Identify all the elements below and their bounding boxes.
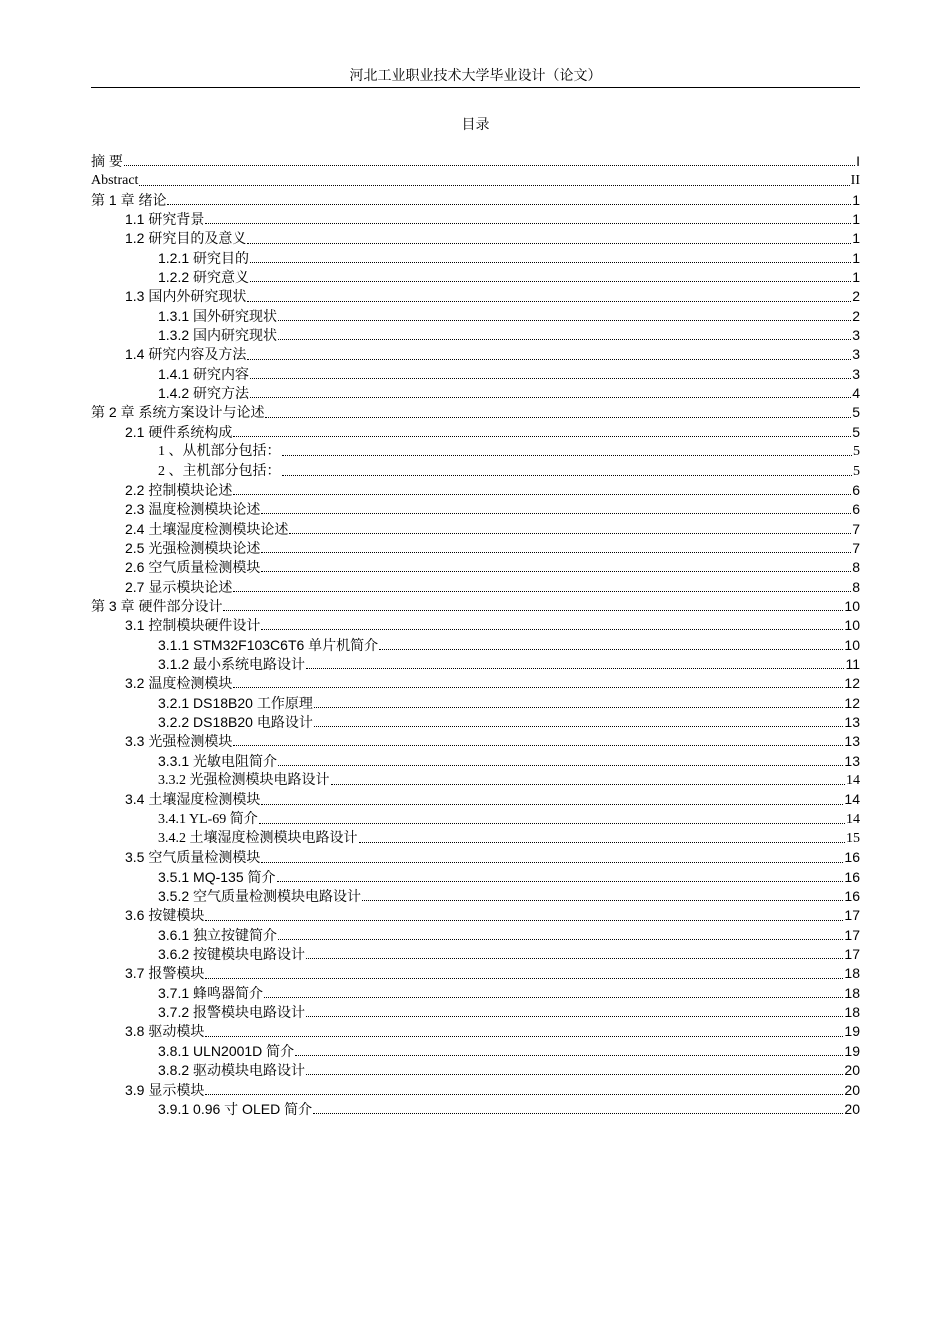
toc-entry[interactable]	[91, 210, 860, 229]
toc-entry-label: 3.7.1 蜂鸣器简介	[158, 984, 264, 1001]
toc-dot-leader	[250, 378, 851, 379]
toc-entry-page-number: 14	[846, 773, 860, 788]
toc-entry-label: 3.1.2 最小系统电路设计	[158, 655, 306, 672]
toc-dot-leader	[205, 1094, 843, 1095]
toc-entry-label: 3.5.1 MQ-135 简介	[158, 868, 276, 885]
toc-entry-label: 3.4.2 土壤湿度检测模块电路设计	[158, 831, 358, 847]
toc-entry[interactable]	[91, 616, 860, 635]
toc-entry-page-number: 11	[845, 655, 860, 672]
toc-entry-label: 第 2 章 系统方案设计与论述	[91, 404, 265, 421]
toc-entry-label: 2.3 温度检测模块论述	[125, 501, 261, 518]
toc-entry[interactable]	[91, 403, 860, 422]
toc-entry[interactable]	[91, 829, 860, 848]
toc-entry-label: 3.1.1 STM32F103C6T6 单片机简介	[158, 636, 379, 653]
toc-entry-label: 3.8 驱动模块	[125, 1023, 205, 1040]
toc-entry-page-number: 13	[844, 713, 860, 730]
toc-entry-label: 3.8.2 驱动模块电路设计	[158, 1062, 306, 1079]
toc-entry-page-number: 17	[844, 926, 860, 943]
toc-entry-label: 1.1 研究背景	[125, 211, 205, 228]
toc-entry-label: 1.3 国内外研究现状	[125, 288, 247, 305]
toc-entry[interactable]	[91, 171, 860, 190]
toc-entry[interactable]	[91, 326, 860, 345]
toc-entry[interactable]	[91, 694, 860, 713]
toc-entry-page-number: 16	[844, 888, 860, 905]
toc-entry-page-number: 3	[852, 327, 860, 344]
toc-entry-label: 3.9 显示模块	[125, 1081, 205, 1098]
toc-entry-page-number: 5	[852, 404, 860, 421]
toc-entry-label: 3.7.2 报警模块电路设计	[158, 1004, 306, 1021]
toc-entry-label: 第 1 章 绪论	[91, 191, 167, 208]
toc-dot-leader	[289, 533, 851, 534]
toc-entry-label: 3.3.1 光敏电阻简介	[158, 752, 278, 769]
toc-dot-leader	[261, 629, 843, 630]
toc-entry[interactable]	[91, 191, 860, 210]
toc-dot-leader	[250, 262, 851, 263]
toc-entry[interactable]	[91, 152, 860, 171]
toc-dot-leader	[124, 165, 855, 166]
toc-entry[interactable]	[91, 268, 860, 287]
toc-entry[interactable]	[91, 926, 860, 945]
page-header: 河北工业职业技术大学毕业设计（论文）	[349, 68, 602, 84]
toc-entry-page-number: 16	[844, 868, 860, 885]
toc-entry[interactable]	[91, 810, 860, 829]
toc-entry[interactable]	[91, 868, 860, 887]
toc-dot-leader	[259, 823, 845, 824]
toc-entry[interactable]	[91, 384, 860, 403]
toc-dot-leader	[167, 204, 851, 205]
toc-entry[interactable]	[91, 307, 860, 326]
toc-dot-leader	[233, 436, 851, 437]
toc-entry-label: 3.8.1 ULN2001D 简介	[158, 1042, 295, 1059]
toc-entry-page-number: 3	[852, 365, 860, 382]
toc-entry[interactable]	[91, 636, 860, 655]
toc-entry-page-number: 19	[844, 1042, 860, 1059]
toc-dot-leader	[264, 997, 843, 998]
toc-entry-label: 2.6 空气质量检测模块	[125, 559, 261, 576]
toc-entry-page-number: 10	[844, 597, 860, 614]
toc-entry-page-number: 4	[852, 385, 860, 402]
toc-dot-leader	[250, 397, 851, 398]
toc-entry[interactable]	[91, 1022, 860, 1041]
toc-entry-label: 摘 要	[91, 153, 123, 169]
toc-dot-leader	[247, 301, 851, 302]
toc-entry-page-number: 19	[844, 1023, 860, 1040]
toc-entry[interactable]	[91, 365, 860, 384]
toc-entry[interactable]	[91, 674, 860, 693]
toc-entry[interactable]	[91, 423, 860, 442]
toc-entry-label: 2.2 控制模块论述	[125, 481, 233, 498]
toc-entry-page-number: II	[850, 173, 860, 189]
toc-dot-leader	[261, 804, 843, 805]
toc-entry-page-number: 7	[852, 520, 860, 537]
toc-entry[interactable]	[91, 520, 860, 539]
toc-dot-leader	[379, 649, 843, 650]
toc-dot-leader	[233, 591, 851, 592]
toc-entry[interactable]	[91, 539, 860, 558]
toc-dot-leader	[139, 185, 849, 186]
toc-entry-page-number: 3	[852, 346, 860, 363]
toc-entry[interactable]	[91, 964, 860, 983]
toc-entry-page-number: 18	[844, 984, 860, 1001]
toc-entry[interactable]	[91, 481, 860, 500]
toc-entry-page-number: 6	[852, 501, 860, 518]
toc-entry-page-number: 17	[844, 907, 860, 924]
toc-dot-leader	[261, 552, 851, 553]
toc-entry-page-number: 8	[852, 578, 860, 595]
toc-entry-page-number: 2	[852, 307, 860, 324]
toc-entry[interactable]	[91, 771, 860, 790]
toc-entry[interactable]	[91, 1061, 860, 1080]
toc-entry-page-number: 20	[844, 1081, 860, 1098]
toc-entry[interactable]	[91, 287, 860, 306]
toc-dot-leader	[278, 939, 843, 940]
toc-entry[interactable]	[91, 1081, 860, 1100]
toc-entry-label: 第 3 章 硬件部分设计	[91, 597, 223, 614]
toc-dot-leader	[314, 726, 844, 727]
toc-entry-label: 3.1 控制模块硬件设计	[125, 617, 261, 634]
toc-entry-page-number: 1	[852, 230, 860, 247]
toc-entry-page-number: 13	[844, 752, 860, 769]
toc-entry-label: 1.2.1 研究目的	[158, 249, 250, 266]
toc-entry-label: 3.6 按键模块	[125, 907, 205, 924]
table-of-contents	[91, 152, 860, 1119]
toc-dot-leader	[282, 455, 853, 456]
toc-dot-leader	[282, 475, 853, 476]
toc-entry-label: 1.4 研究内容及方法	[125, 346, 247, 363]
toc-entry[interactable]	[91, 558, 860, 577]
toc-entry-page-number: 6	[852, 481, 860, 498]
toc-entry-page-number: 16	[844, 849, 860, 866]
toc-dot-leader	[223, 610, 843, 611]
toc-entry-page-number: 1	[852, 211, 860, 228]
toc-entry-label: 3.3.2 光强检测模块电路设计	[158, 773, 330, 788]
toc-dot-leader	[306, 668, 844, 669]
toc-entry-page-number: 20	[844, 1062, 860, 1079]
toc-entry-label: 3.3 光强检测模块	[125, 733, 233, 750]
toc-entry-page-number: 5	[852, 423, 860, 440]
toc-dot-leader	[205, 1036, 843, 1037]
header-rule	[91, 87, 860, 88]
toc-entry-page-number: I	[856, 153, 860, 169]
toc-dot-leader	[233, 687, 843, 688]
toc-entry-label: 1.3.1 国外研究现状	[158, 307, 278, 324]
toc-dot-leader	[313, 1113, 843, 1114]
toc-entry-label: 3.9.1 0.96 寸 OLED 简介	[158, 1100, 313, 1117]
toc-entry-label: 3.6.1 独立按键简介	[158, 926, 278, 943]
toc-dot-leader	[306, 1074, 843, 1075]
toc-dot-leader	[247, 359, 851, 360]
toc-entry-page-number: 14	[844, 791, 860, 808]
toc-dot-leader	[261, 862, 843, 863]
toc-entry-label: 2.7 显示模块论述	[125, 578, 233, 595]
toc-dot-leader	[278, 765, 843, 766]
toc-entry-label: 1.3.2 国内研究现状	[158, 327, 278, 344]
toc-entry-label: 3.2.2 DS18B20 电路设计	[158, 713, 313, 730]
toc-entry-page-number: 10	[844, 617, 860, 634]
toc-entry[interactable]	[91, 229, 860, 248]
toc-title: 目录	[461, 117, 490, 133]
toc-entry-label: 2 、主机部分包括：	[158, 463, 281, 479]
toc-entry-page-number: 20	[844, 1100, 860, 1117]
toc-dot-leader	[359, 842, 846, 843]
toc-dot-leader	[261, 571, 851, 572]
toc-entry[interactable]	[91, 848, 860, 867]
toc-dot-leader	[205, 978, 843, 979]
toc-dot-leader	[331, 784, 846, 785]
toc-entry-page-number: 17	[844, 946, 860, 963]
toc-entry-page-number: 7	[852, 539, 860, 556]
toc-entry[interactable]	[91, 249, 860, 268]
toc-entry-page-number: 1	[852, 269, 860, 286]
toc-dot-leader	[265, 417, 851, 418]
toc-entry[interactable]	[91, 906, 860, 925]
toc-entry[interactable]	[91, 655, 860, 674]
toc-entry-page-number: 1	[852, 191, 860, 208]
toc-entry-page-number: 10	[844, 636, 860, 653]
toc-entry-page-number: 5	[853, 444, 860, 460]
toc-entry-label: 1 、从机部分包括：	[158, 444, 281, 460]
toc-entry-page-number: 12	[844, 694, 860, 711]
toc-entry[interactable]	[91, 1003, 860, 1022]
toc-entry[interactable]	[91, 945, 860, 964]
toc-entry[interactable]	[91, 1042, 860, 1061]
toc-entry[interactable]	[91, 1100, 860, 1119]
toc-entry-page-number: 12	[844, 675, 860, 692]
toc-entry-label: 3.4 土壤湿度检测模块	[125, 791, 261, 808]
toc-entry[interactable]	[91, 345, 860, 364]
toc-entry-label: 1.4.1 研究内容	[158, 365, 250, 382]
toc-entry[interactable]	[91, 887, 860, 906]
toc-entry-label: 3.4.1 YL-69 简介	[158, 811, 258, 827]
toc-entry-label: 3.2.1 DS18B20 工作原理	[158, 694, 313, 711]
toc-entry-page-number: 18	[844, 1004, 860, 1021]
toc-entry-label: 2.5 光强检测模块论述	[125, 539, 261, 556]
toc-entry[interactable]	[91, 752, 860, 771]
toc-entry-label: 3.7 报警模块	[125, 965, 205, 982]
toc-entry[interactable]	[91, 597, 860, 616]
toc-dot-leader	[306, 958, 843, 959]
toc-dot-leader	[278, 339, 851, 340]
toc-entry-page-number: 8	[852, 559, 860, 576]
toc-entry[interactable]	[91, 984, 860, 1003]
toc-entry[interactable]	[91, 462, 860, 481]
toc-dot-leader	[205, 920, 843, 921]
toc-dot-leader	[362, 900, 843, 901]
toc-entry[interactable]	[91, 442, 860, 461]
toc-entry-page-number: 14	[846, 811, 860, 827]
toc-entry-page-number: 18	[844, 965, 860, 982]
toc-entry-page-number: 13	[844, 733, 860, 750]
toc-entry-label: 2.4 土壤湿度检测模块论述	[125, 520, 289, 537]
toc-dot-leader	[233, 745, 843, 746]
toc-entry-page-number: 5	[853, 463, 860, 479]
toc-dot-leader	[261, 513, 851, 514]
toc-dot-leader	[247, 243, 851, 244]
toc-entry-page-number: 2	[852, 288, 860, 305]
toc-dot-leader	[278, 320, 851, 321]
toc-entry-label: Abstract	[91, 173, 139, 189]
toc-entry-label: 3.6.2 按键模块电路设计	[158, 946, 306, 963]
toc-entry-label: 3.5.2 空气质量检测模块电路设计	[158, 888, 362, 905]
toc-entry[interactable]	[91, 790, 860, 809]
toc-dot-leader	[306, 1016, 843, 1017]
toc-dot-leader	[250, 281, 851, 282]
toc-entry[interactable]	[91, 713, 860, 732]
toc-dot-leader	[314, 707, 844, 708]
toc-entry-page-number: 1	[852, 249, 860, 266]
toc-dot-leader	[295, 1055, 843, 1056]
toc-dot-leader	[277, 881, 844, 882]
toc-entry-label: 1.2 研究目的及意义	[125, 230, 247, 247]
toc-entry-label: 2.1 硬件系统构成	[125, 423, 233, 440]
toc-entry[interactable]	[91, 500, 860, 519]
toc-entry-label: 3.2 温度检测模块	[125, 675, 233, 692]
toc-dot-leader	[233, 494, 851, 495]
toc-entry-label: 1.4.2 研究方法	[158, 385, 250, 402]
toc-entry[interactable]	[91, 732, 860, 751]
toc-entry-label: 3.5 空气质量检测模块	[125, 849, 261, 866]
toc-entry-label: 1.2.2 研究意义	[158, 269, 250, 286]
toc-entry-page-number: 15	[846, 831, 860, 847]
toc-entry[interactable]	[91, 578, 860, 597]
toc-dot-leader	[205, 223, 851, 224]
